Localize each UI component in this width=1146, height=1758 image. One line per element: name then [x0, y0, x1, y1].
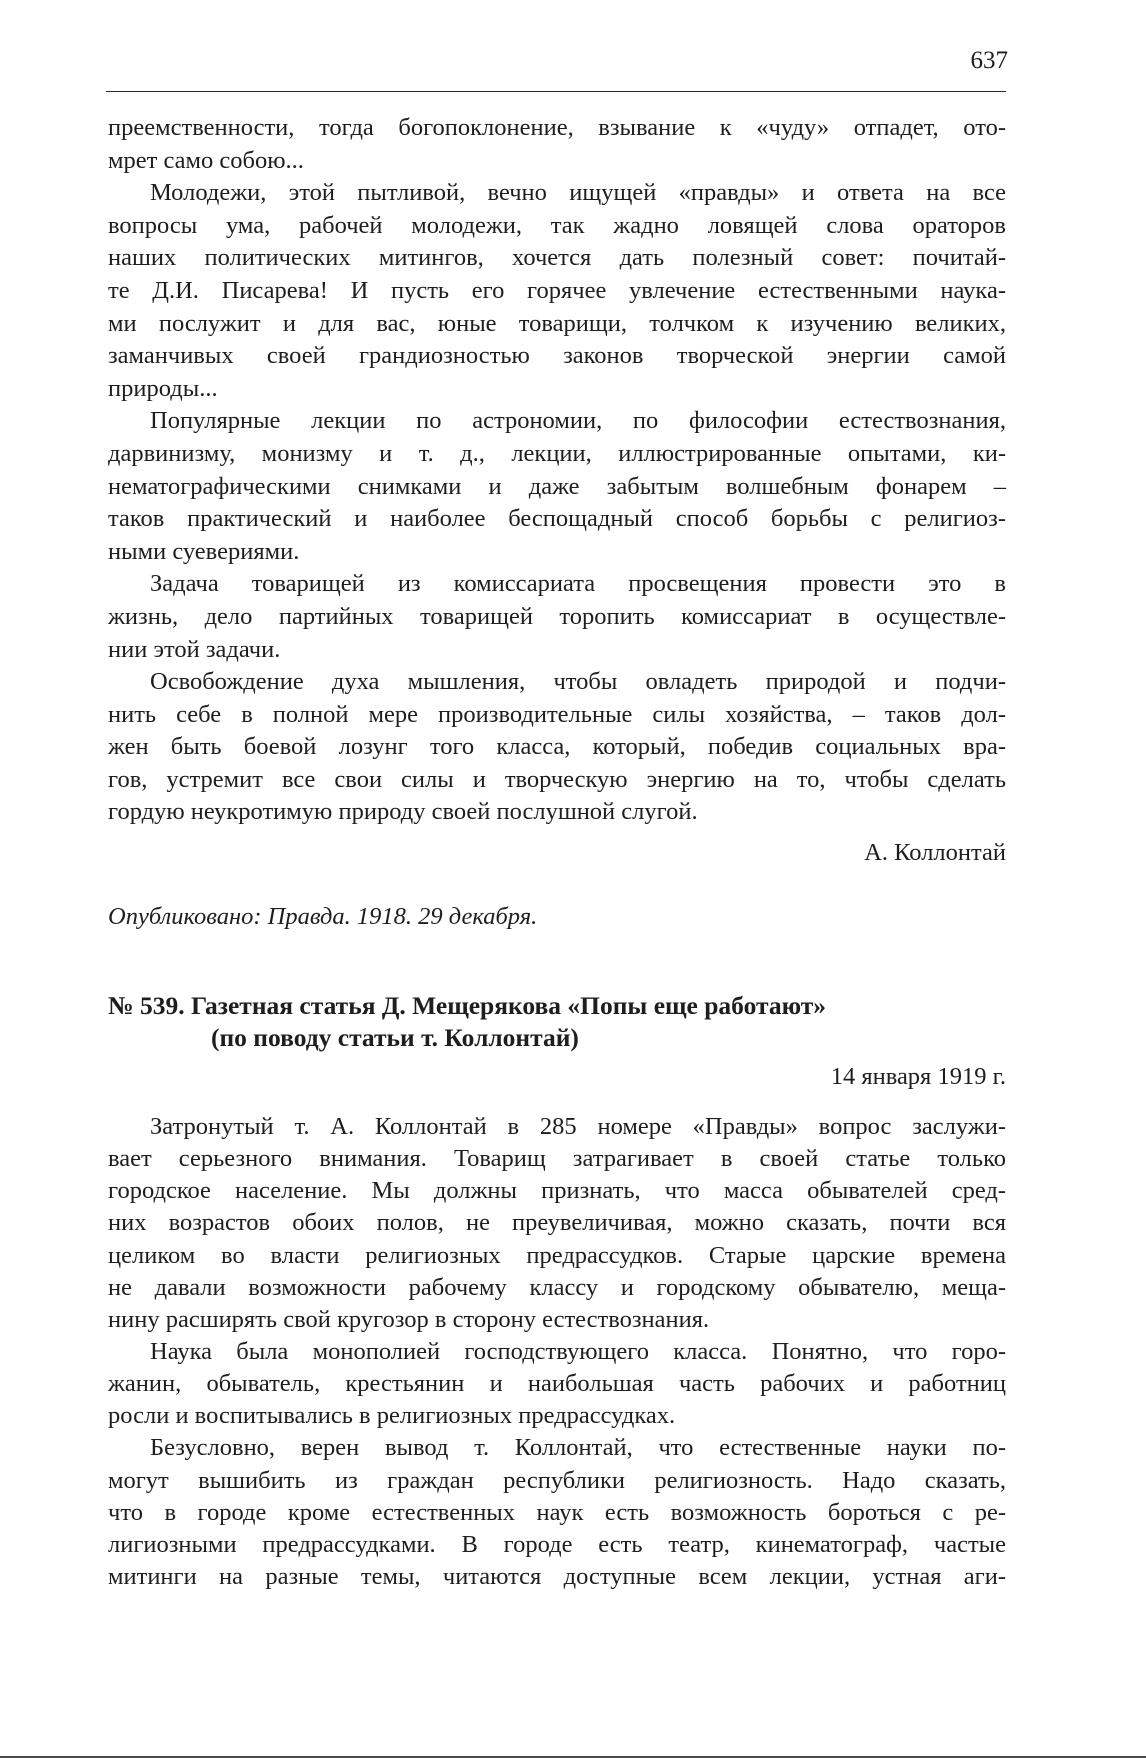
text-line: могут вышибить из граждан республики религиозность. Надо сказать,	[108, 1466, 1006, 1494]
paragraph	[108, 568, 1006, 666]
text-line: нину расширять свой кругозор в сторону естествознания.	[108, 1305, 710, 1333]
document-body	[108, 1111, 1006, 1593]
text-line: гов, устремит все свои силы и творческую энергию на то, чтобы сделать	[108, 765, 1006, 793]
text-line: преемственности, тогда богопоклонение, взывание к «чуду» отпадет, ото-	[108, 114, 1006, 141]
text-line: Задача товарищей из комиссариата просвещения провести это в	[150, 570, 1006, 598]
paragraph	[108, 1432, 1006, 1593]
text-line: таков практический и наиболее беспощадный способ борьбы с религиоз-	[108, 505, 1006, 533]
text-line: жизнь, дело партийных товарищей торопить комиссариат в осуществле-	[108, 602, 1006, 630]
text-line: дарвинизму, монизму и т. д., лекции, иллюстрированные опытами, ки-	[108, 439, 1006, 467]
text-line: вает серьезного внимания. Товарищ затрагивает в своей статье только	[108, 1145, 1006, 1173]
text-line: нить себе в полной мере производительные силы хозяйства, – таков дол-	[108, 700, 1006, 728]
document-heading-line: (по поводу статьи т. Коллонтай)	[211, 1023, 579, 1052]
text-line: жанин, обыватель, крестьянин и наибольшая часть рабочих и работниц	[108, 1370, 1006, 1398]
author-signature: А. Коллонтай	[864, 839, 1006, 866]
text-line: вопросы ума, рабочей молодежи, так жадно ловящей слова ораторов	[108, 211, 1006, 239]
text-line: Освобождение духа мышления, чтобы овладеть природой и подчи-	[150, 668, 1006, 696]
page-number: 637	[970, 47, 1008, 74]
text-line: митинги на разные темы, читаются доступные всем лекции, устная аги-	[108, 1562, 1006, 1590]
text-line: жен быть боевой лозунг того класса, который, победив социальных вра-	[108, 733, 1006, 761]
document-date: 14 января 1919 г.	[830, 1063, 1006, 1090]
text-line: целиком во власти религиозных предрассудков. Старые царские времена	[108, 1241, 1006, 1269]
text-line: заманчивых своей грандиозностью законов творческой энергии самой	[108, 342, 1006, 370]
text-line: не давали возможности рабочему классу и городскому обывателю, меща-	[108, 1273, 1006, 1301]
text-line: Наука была монополией господствующего класса. Понятно, что горо-	[150, 1337, 1006, 1365]
text-line: Популярные лекции по астрономии, по философии естествознания,	[150, 407, 1006, 435]
text-line: Безусловно, верен вывод т. Коллонтай, что естественные науки по-	[150, 1434, 1006, 1462]
paragraph	[108, 112, 1006, 177]
text-line: Молодежи, этой пытливой, вечно ищущей «правды» и ответа на все	[150, 179, 1006, 207]
text-line: природы...	[108, 374, 218, 402]
text-line: ми послужит и для вас, юные товарищи, толчком к изучению великих,	[108, 309, 1006, 337]
text-line: росли и воспитывались в религиозных предрассудках.	[108, 1402, 676, 1430]
text-line: них возрастов обоих полов, не преувеличивая, можно сказать, почти вся	[108, 1209, 1006, 1237]
text-line: гордую неукротимую природу своей послушной слугой.	[108, 798, 698, 826]
text-line: мрет само собою...	[108, 146, 304, 174]
text-line: нематографическими снимками и даже забытым волшебным фонарем –	[108, 472, 1006, 500]
text-line: ными суевериями.	[108, 537, 300, 565]
header-rule	[106, 91, 1006, 92]
paragraph	[108, 1111, 1006, 1336]
text-line: Затронутый т. А. Коллонтай в 285 номере «Правды» вопрос заслужи-	[150, 1113, 1006, 1140]
document-heading	[108, 990, 1006, 1054]
text-line: нии этой задачи.	[108, 635, 281, 663]
publication-note: Опубликовано: Правда. 1918. 29 декабря.	[108, 903, 538, 930]
paragraph	[108, 177, 1006, 405]
text-line: что в городе кроме естественных наук есть возможность бороться с ре-	[108, 1498, 1006, 1526]
text-line: лигиозными предрассудками. В городе есть театр, кинематограф, частые	[108, 1530, 1006, 1558]
paragraph	[108, 666, 1006, 829]
paragraph	[108, 1336, 1006, 1432]
continued-article-body	[108, 112, 1006, 829]
document-heading-line: № 539. Газетная статья Д. Мещерякова «Попы еще работают»	[108, 991, 827, 1020]
text-line: наших политических митингов, хочется дать полезный совет: почитай-	[108, 244, 1006, 272]
text-line: те Д.И. Писарева! И пусть его горячее увлечение естественными наука-	[108, 276, 1006, 304]
paragraph	[108, 405, 1006, 568]
text-line: городское население. Мы должны признать, что масса обывателей сред-	[108, 1177, 1006, 1205]
